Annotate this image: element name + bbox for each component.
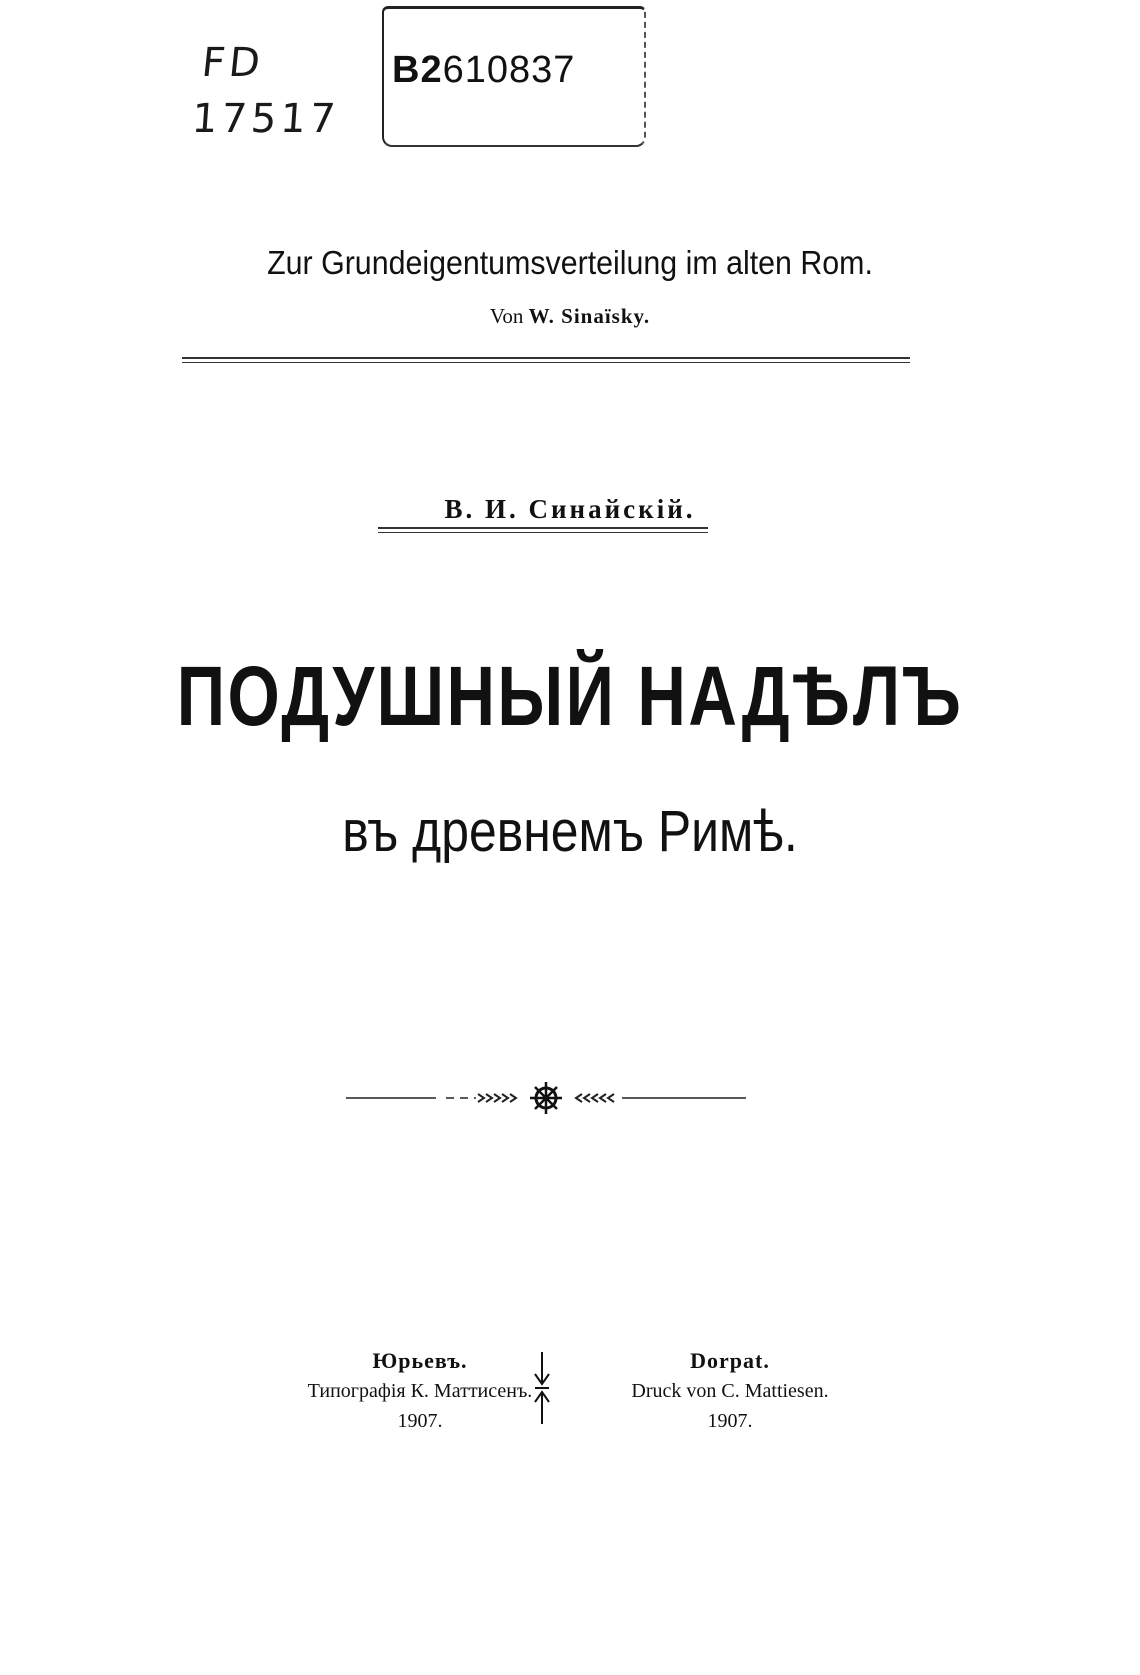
library-stamp — [382, 6, 646, 147]
imprint-russian-city: Юрьевъ. — [372, 1348, 468, 1373]
german-author-name: W. Sinaïsky. — [528, 304, 651, 328]
german-author-prefix: Von — [489, 304, 524, 328]
imprint-german-year: 1907. — [707, 1410, 753, 1432]
stamp-number — [392, 49, 575, 92]
handwritten-call-number-line1: FD — [199, 40, 267, 86]
german-author — [0, 304, 1140, 329]
main-title: ПОДУШНЫЙ НАДѢЛЪ — [176, 649, 964, 743]
russian-author: В. И. Синайскiй. — [444, 494, 696, 524]
stamp-digits: 610837 — [442, 49, 576, 91]
imprint-russian — [200, 1346, 640, 1436]
imprint-russian-press: Типографiя К. Маттисенъ. — [307, 1380, 533, 1402]
ornament-divider — [346, 1080, 746, 1116]
title-divider-rule — [182, 357, 910, 363]
stamp-digit: 2 — [420, 49, 443, 91]
imprint-russian-year: 1907. — [397, 1410, 443, 1432]
author-underline-rule — [378, 527, 708, 533]
imprint-german — [580, 1346, 880, 1436]
german-title: Zur Grundeigentumsverteilung im alten Rom. — [267, 244, 873, 281]
stamp-prefix: B — [392, 49, 421, 91]
imprint-german-press: Druck von C. Mattiesen. — [631, 1380, 829, 1402]
subtitle: въ древнемъ Римѣ. — [342, 799, 798, 864]
imprint-german-city: Dorpat. — [690, 1348, 770, 1373]
imprint-separator-arrows — [532, 1352, 552, 1424]
handwritten-call-number-line2: 17517 — [190, 96, 341, 142]
